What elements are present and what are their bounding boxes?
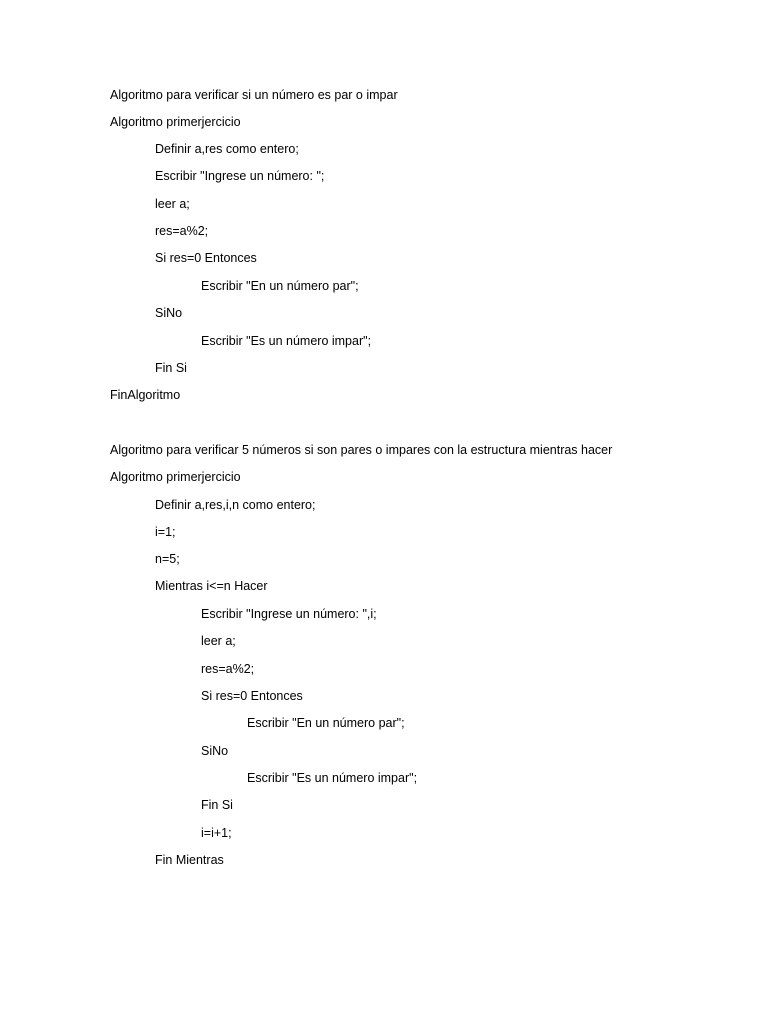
code-line: Si res=0 Entonces: [155, 251, 257, 265]
code-line: leer a;: [201, 634, 236, 648]
code-line: Fin Mientras: [155, 853, 224, 867]
code-line: n=5;: [155, 552, 180, 566]
code-line: i=i+1;: [201, 826, 232, 840]
code-line: res=a%2;: [201, 662, 255, 676]
code-line: SiNo: [201, 744, 229, 758]
code-line: Fin Si: [201, 798, 233, 812]
section2-heading: Algoritmo para verificar 5 números si son pares o impares con la estructura mientras hacer: [110, 443, 613, 457]
code-line: Escribir "Ingrese un número: ",i;: [201, 607, 377, 621]
code-line: Escribir "En un número par";: [247, 716, 405, 730]
section1-heading: Algoritmo para verificar si un número es par o impar: [110, 88, 398, 102]
code-line: Definir a,res como entero;: [155, 142, 299, 156]
code-line: FinAlgoritmo: [110, 388, 181, 402]
code-line: Escribir "Ingrese un número: ";: [155, 169, 325, 183]
code-line: leer a;: [155, 197, 190, 211]
code-line: Mientras i<=n Hacer: [155, 579, 268, 593]
code-line: Escribir "Es un número impar";: [247, 771, 418, 785]
code-line: Escribir "Es un número impar";: [201, 334, 372, 348]
code-line: Algoritmo primerjercicio: [110, 115, 241, 129]
code-line: SiNo: [155, 306, 183, 320]
code-line: Si res=0 Entonces: [201, 689, 303, 703]
code-line: Algoritmo primerjercicio: [110, 470, 241, 484]
code-line: Definir a,res,i,n como entero;: [155, 498, 316, 512]
code-line: Escribir "En un número par";: [201, 279, 359, 293]
code-line: res=a%2;: [155, 224, 209, 238]
code-line: i=1;: [155, 525, 176, 539]
code-line: Fin Si: [155, 361, 187, 375]
